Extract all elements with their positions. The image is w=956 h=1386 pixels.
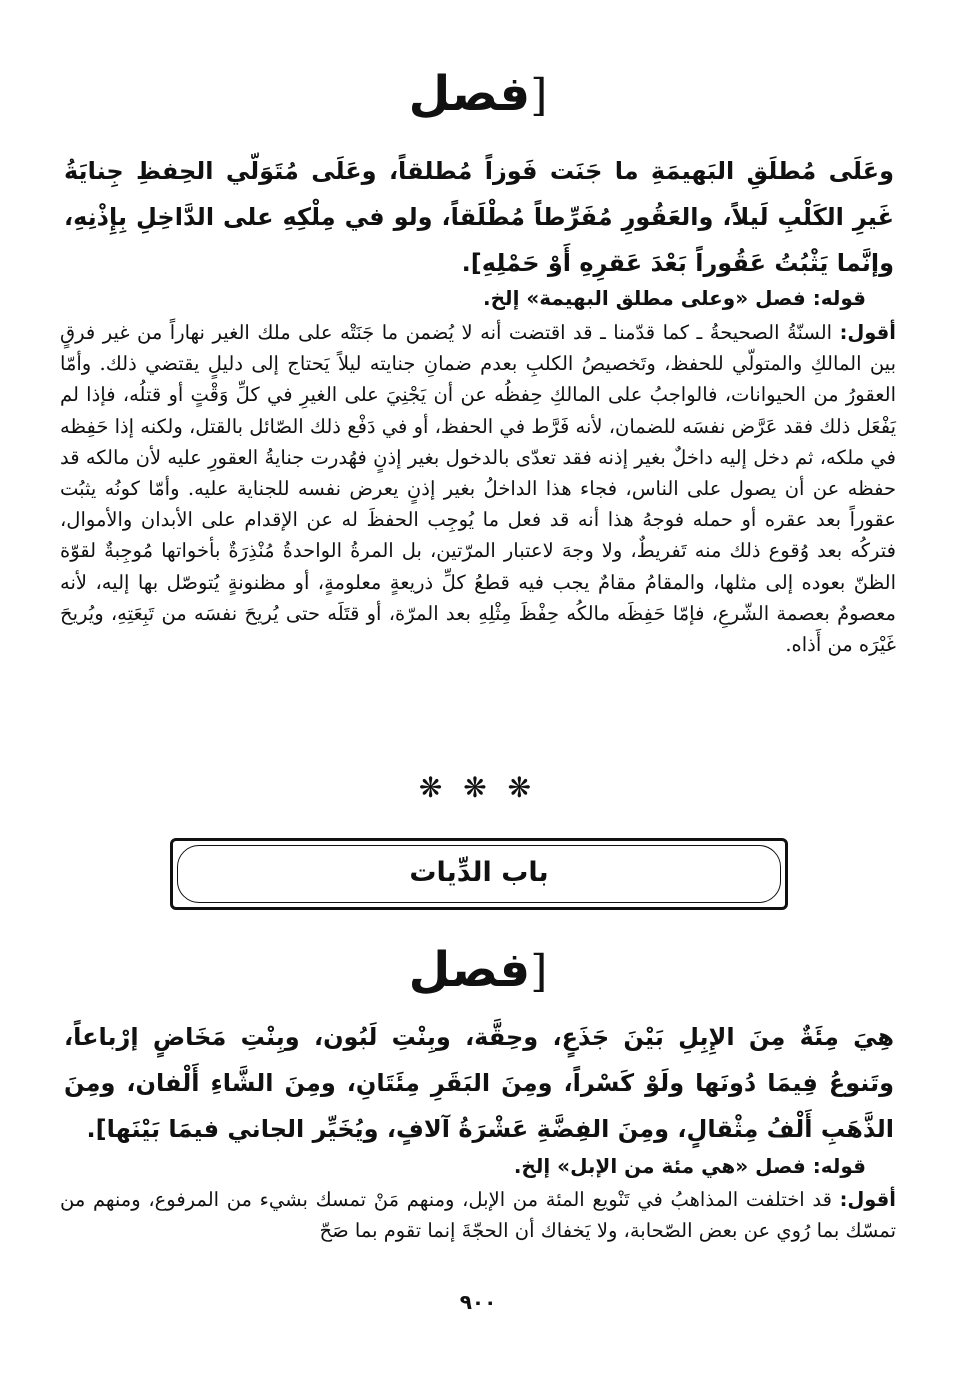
qawl-line-2: قوله: فصل «هي مئة من الإبل» إلخ. (513, 1154, 866, 1178)
commentary-paragraph-2 (60, 1184, 896, 1246)
commentary-text-2: قد اختلفت المذاهبُ في تَنْويع المئة من الإبل، ومنهم مَنْ تمسك بشيء من المرفوع، ومنهم من تمسّك بما رُوي عن بعض الصّحابة، ولا يَخفاك أن الحجّةَ إنما تقوم بما صَحّ (60, 1188, 896, 1243)
section-heading (0, 64, 956, 126)
section-heading-2 (0, 940, 956, 1002)
matn-text: وعَلَى مُطلَقِ البَهيمَةِ ما جَنَت فَوزاً مُطلقاً، وعَلَى مُتَوَلّي الحِفظِ جِنايَةُ غَيرِ الكَلْبِ لَيلاً، والعَقُورِ مُفَرِّطاً مُطْلَقاً، ولو في مِلْكِهِ على الدَّاخِلِ بِإِذْنِهِ، وإنَّما يَثْبُتُ عَقُوراً بَعْدَ عَقرِهِ أَوْ حَمْلِهِ]. (64, 157, 894, 277)
commentary-lead-2: أقول: (839, 1188, 896, 1211)
chapter-title-frame (170, 838, 788, 910)
section-separator: ❋ ❋ ❋ (418, 771, 538, 804)
page-number: ٩٠٠ (459, 1290, 497, 1314)
chapter-title: باب الدِّيات (177, 845, 781, 903)
commentary-text: السنّةُ الصحيحةُ ـ كما قدّمنا ـ قد اقتضت أنه لا يُضمن ما جَنَتْه على ملك الغير نهاراً من غير فرقٍ بين المالكِ والمتولّي للحفظ، وتَخصيصُ الكلبِ بعدم ضمانِ جنايته ليلاً يَحتاج إلى دليلٍ يقتضي ذلك. وأمّا العقورُ من الحيوانات، فالواجبُ على المالكِ حِفظُه عن أن يَجْنِيَ على الغيرِ في كلِّ وَقْتٍ أو قتلُه، فإذا لم يَفْعَل ذلك فقد عَرَّض نفسَه للضمان، لأنه فَرَّط في الحفظ، أو في دَفْع ذلك الصّائل بالقتل، ولكنه إذا حَفِظه في ملكه، ثم دخل إليه داخلٌ بغير إذنه فقد تعدّى بالدخول بغير إذنٍ فهُدرت جنايةُ العقورِ عليه لأن مالكه قد حفظه عن أن يصول على الناس، فجاء هذا الداخلُ بغير إذنٍ يعرض نفسه للجناية عليه. وأمّا كونُه يثبُت عقوراً بعد عقره أو حمله فوجهُ هذا أنه قد فعل ما يُوجِب الحفظَ له عن الإقدام على الأبدان والأموال، فتركُه بعد وُقوع ذلك منه تَفريطٌ، ولا وجهَ لاعتبار المرّتين، بل المرةُ الواحدةُ مُنْذِرَةٌ بأخواتها مُوجِبةٌ لقوّة الظنّ بعوده إلى مثلها، والمقامُ مقامٌ يجب فيه قطعُ كلِّ ذريعةٍ معلومةٍ، أو مظنونةٍ يُتوصّل بها إليه، لأنه معصومٌ بعصمة الشّرعِ، فإمّا حَفِظَه مالكُه حِفْظَ مِثْلِهِ بعد المرّة، أو قتَلَه حتى يُريحَ نفسَه من تَبِعَتِهِ، ويُريحَ غَيْرَه من أَذاه. (60, 321, 896, 657)
heading-bracket-2: [ (530, 946, 548, 997)
heading-text: فصل (408, 66, 531, 122)
commentary-paragraph (60, 317, 896, 660)
heading-bracket: [ (530, 70, 548, 121)
commentary-lead: أقول: (839, 321, 896, 344)
qawl-line: قوله: فصل «وعلى مطلق البهيمة» إلخ. (483, 286, 866, 310)
matn-text-2: هِيَ مِئَةٌ مِنَ الإِبِلِ بَيْنَ جَذَعٍ، وحِقَّة، وبِنْتِ لَبُون، وبِنْتِ مَخَاضٍ إرْباعاً، وتَنوعُ فِيمَا دُونَها ولَوْ كَسْراً، ومِنَ البَقَرِ مِئَتَانِ، ومِنَ الشَّاءِ أَلْفان، ومِنَ الذَّهَبِ أَلْفُ مِثْقالٍ، ومِنَ الفِضَّةِ عَشْرَةُ آلافٍ، ويُخَيِّر الجاني فيمَا بَيْنَها]. (64, 1023, 894, 1143)
heading-text-2: فصل (408, 942, 531, 998)
